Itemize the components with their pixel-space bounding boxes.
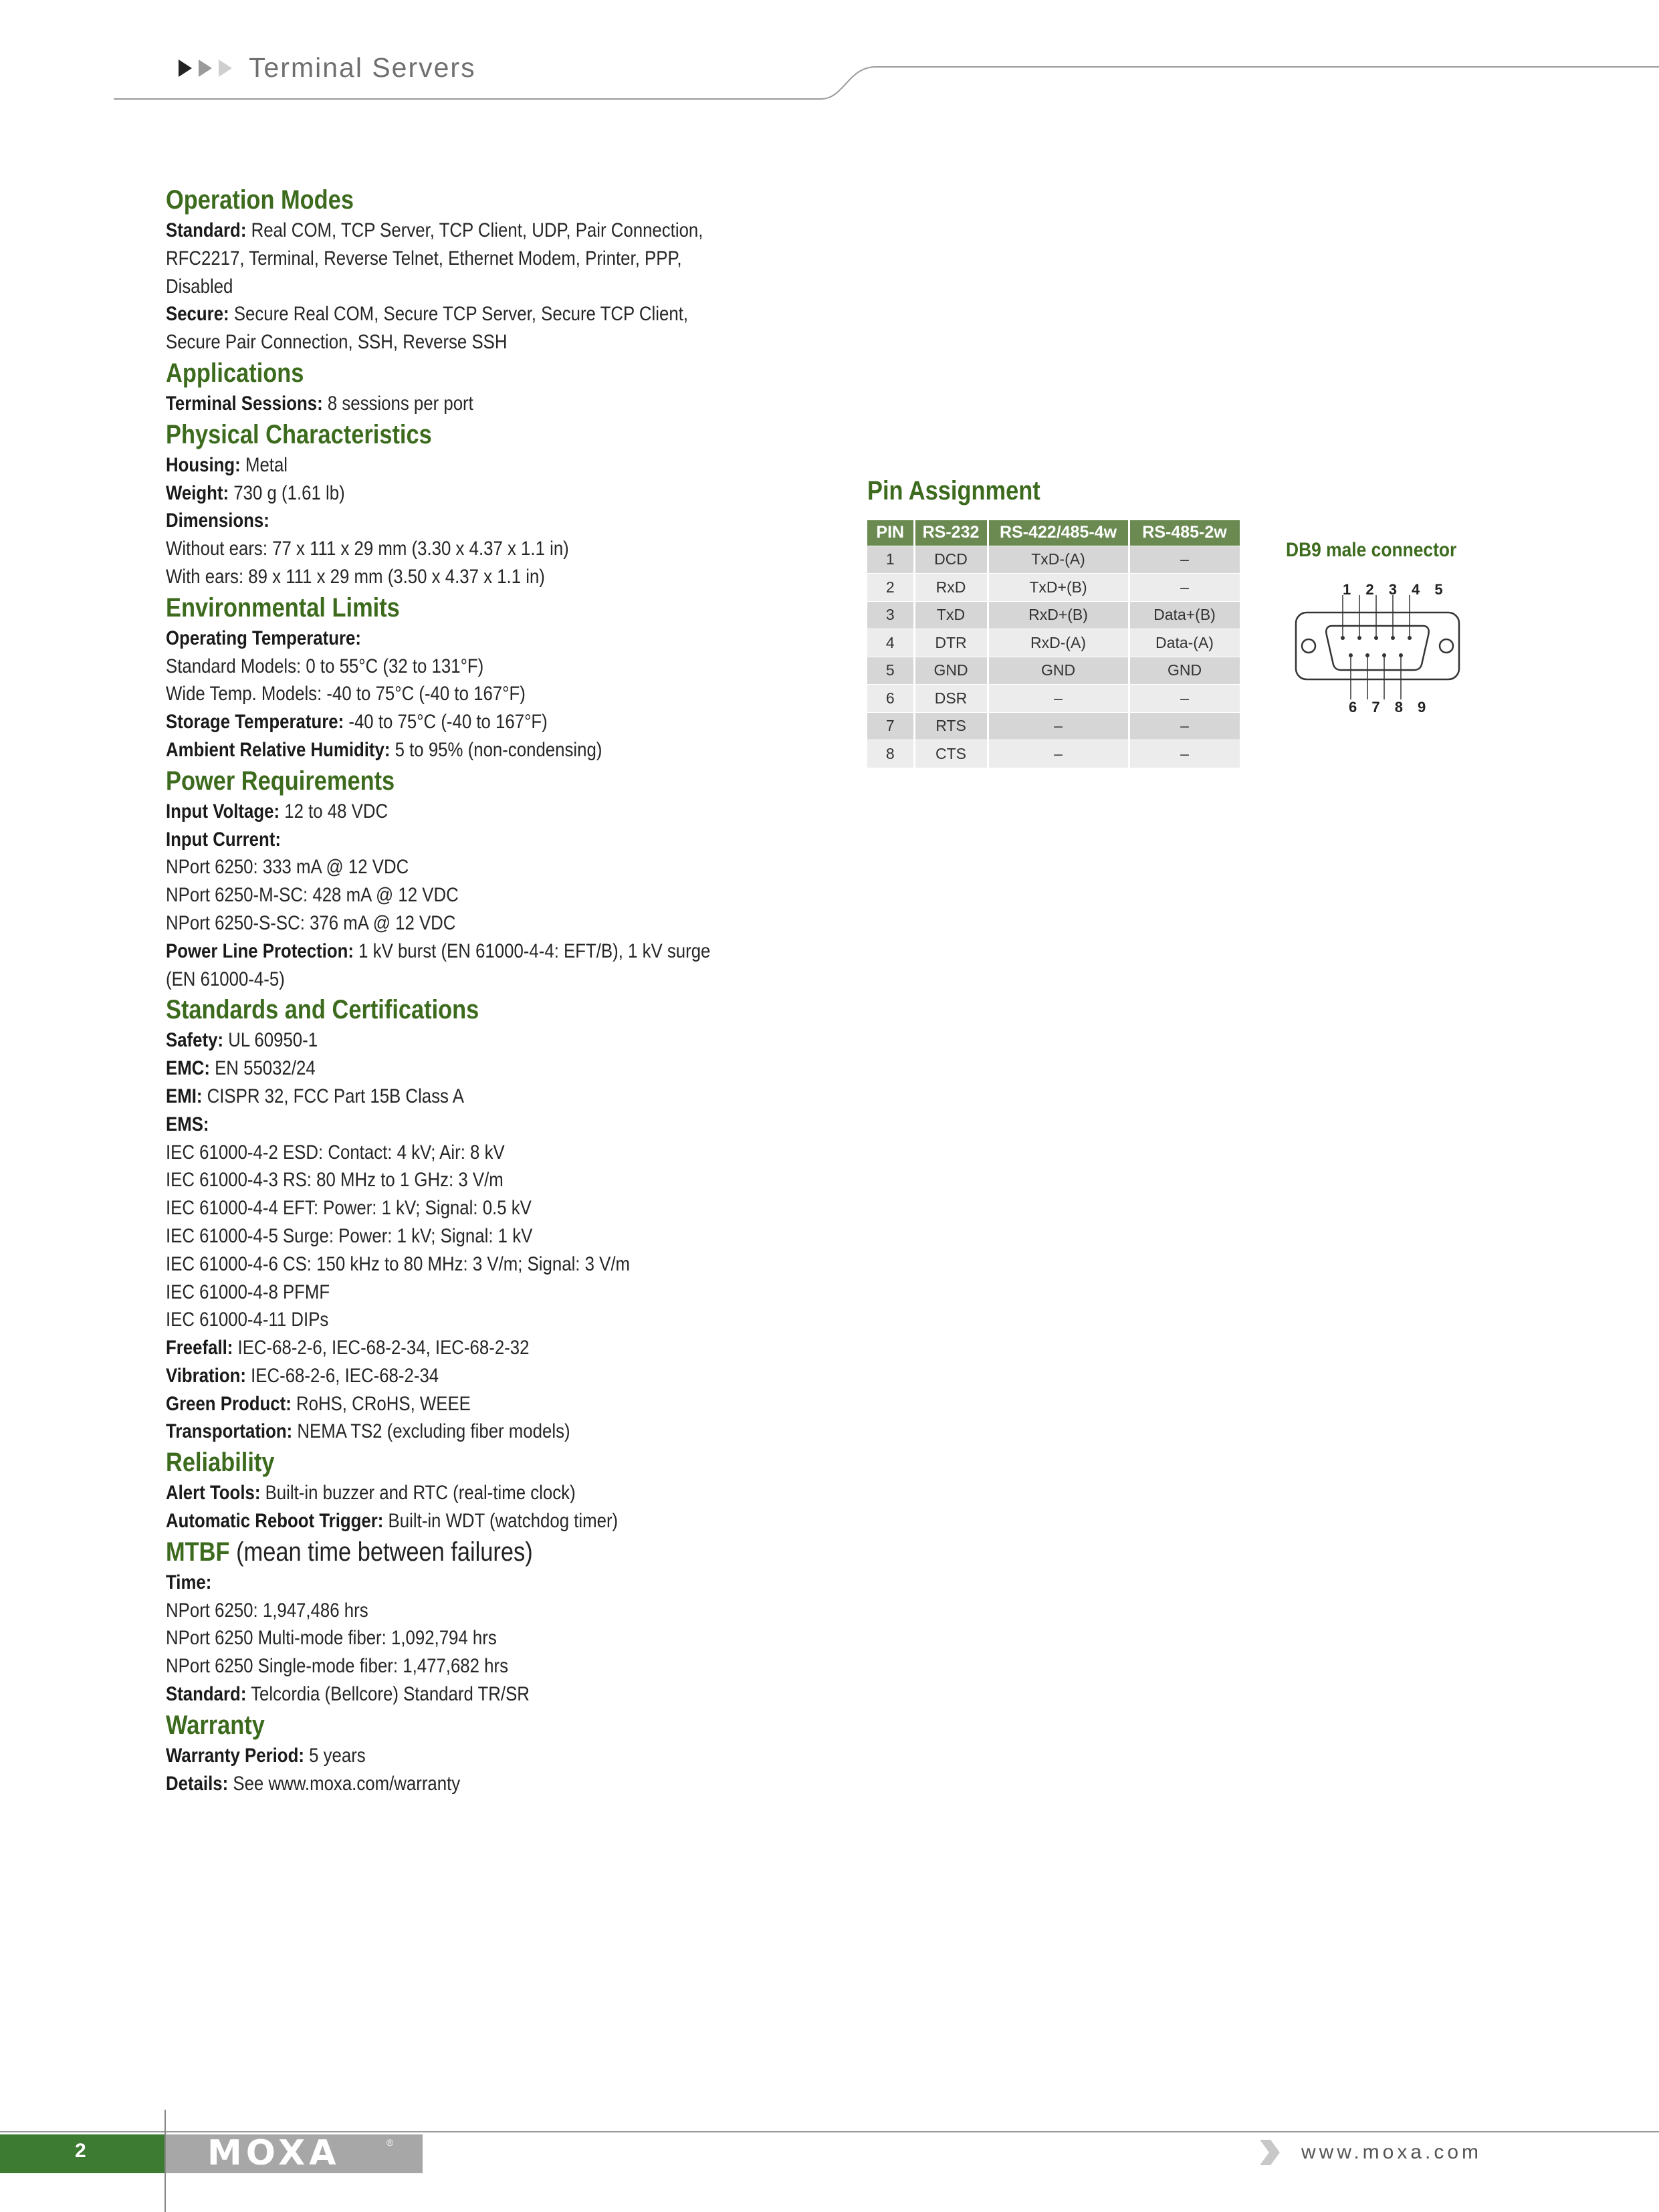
spec-value: With ears: 89 x 111 x 29 mm (3.50 x 4.37 x 1.1 in) xyxy=(166,565,545,588)
spec-value: NPort 6250-S-SC: 376 mA @ 12 VDC xyxy=(166,911,456,934)
table-row xyxy=(867,546,1240,574)
table-cell: 6 xyxy=(867,685,914,713)
spec-line xyxy=(166,390,718,418)
spec-value: IEC 61000-4-3 RS: 80 MHz to 1 GHz: 3 V/m xyxy=(166,1169,504,1192)
header-title: Terminal Servers xyxy=(249,52,476,83)
table-cell: DCD xyxy=(914,546,988,574)
header-divider xyxy=(0,60,1659,107)
spec-line xyxy=(166,245,718,273)
spec-line xyxy=(166,1083,718,1111)
spec-value: Disabled xyxy=(166,275,233,298)
spec-line xyxy=(166,217,718,245)
table-header-row xyxy=(867,520,1240,546)
spec-label: Dimensions: xyxy=(166,510,269,532)
section-title xyxy=(166,1708,718,1742)
spec-value: RoHS, CRoHS, WEEE xyxy=(291,1392,471,1415)
table-cell: GND xyxy=(988,657,1129,685)
spec-value: Secure Pair Connection, SSH, Reverse SSH xyxy=(166,331,508,354)
section-title-text: Standards and Certifications xyxy=(166,995,479,1025)
db9-connector-diagram xyxy=(1291,595,1464,702)
table-row xyxy=(867,740,1240,768)
spec-line xyxy=(166,1222,718,1250)
spec-label: Ambient Relative Humidity: xyxy=(166,738,391,761)
spec-line xyxy=(166,653,718,681)
section-title-text: Power Requirements xyxy=(166,766,395,796)
section-title-text: Operation Modes xyxy=(166,185,354,215)
table-row xyxy=(867,574,1240,602)
table-cell: GND xyxy=(914,657,988,685)
spec-value: 12 to 48 VDC xyxy=(280,800,389,822)
column-header: RS-422/485-4w xyxy=(988,520,1129,546)
spec-value: 730 g (1.61 lb) xyxy=(229,481,345,504)
spec-label: Standard: xyxy=(166,219,247,241)
spec-value: IEC 61000-4-6 CS: 150 kHz to 80 MHz: 3 V/m; Signal: 3 V/m xyxy=(166,1252,631,1275)
table-cell: RTS xyxy=(914,712,988,740)
spec-line xyxy=(166,1597,718,1625)
spec-value: Built-in WDT (watchdog timer) xyxy=(383,1510,619,1533)
spec-value: NEMA TS2 (excluding fiber models) xyxy=(292,1420,570,1443)
table-cell: CTS xyxy=(914,740,988,768)
spec-list xyxy=(166,183,808,1797)
spec-value: IEC 61000-4-5 Surge: Power: 1 kV; Signal: 1 kV xyxy=(166,1224,533,1247)
pin-assignment-title: Pin Assignment xyxy=(867,476,1040,506)
spec-value: IEC 61000-4-2 ESD: Contact: 4 kV; Air: 8 kV xyxy=(166,1141,505,1164)
spec-line xyxy=(166,853,718,881)
table-cell: DTR xyxy=(914,629,988,657)
table-cell: – xyxy=(988,740,1129,768)
spec-value: NPort 6250: 1,947,486 hrs xyxy=(166,1599,368,1622)
spec-value: 5 to 95% (non-condensing) xyxy=(390,738,602,761)
spec-label: Freefall: xyxy=(166,1337,233,1359)
table-cell: – xyxy=(1129,685,1240,713)
spec-line xyxy=(166,1250,718,1279)
table-cell: Data+(B) xyxy=(1129,601,1240,629)
spec-label: Secure: xyxy=(166,303,229,326)
table-cell: 8 xyxy=(867,740,914,768)
spec-line xyxy=(166,1507,718,1535)
table-row xyxy=(867,657,1240,685)
connector-bottom-pins: 6 7 8 9 xyxy=(1349,699,1432,715)
spec-label: Standard: xyxy=(166,1683,247,1706)
spec-value: Standard Models: 0 to 55°C (32 to 131°F) xyxy=(166,655,484,677)
spec-value: -40 to 75°C (-40 to 167°F) xyxy=(344,711,548,734)
spec-line xyxy=(166,937,718,966)
spec-line xyxy=(166,680,718,708)
spec-value: RFC2217, Terminal, Reverse Telnet, Ethernet Modem, Printer, PPP, xyxy=(166,247,682,269)
spec-line xyxy=(166,625,718,653)
spec-value: IEC-68-2-6, IEC-68-2-34 xyxy=(245,1364,439,1387)
spec-line xyxy=(166,535,718,563)
spec-line xyxy=(166,1334,718,1362)
spec-label: Power Line Protection: xyxy=(166,939,354,962)
spec-value: NPort 6250-M-SC: 428 mA @ 12 VDC xyxy=(166,884,459,907)
registered-mark: ® xyxy=(386,2137,394,2148)
spec-label: Warranty Period: xyxy=(166,1744,304,1767)
section-title-text: Physical Characteristics xyxy=(166,419,432,449)
spec-label: Weight: xyxy=(166,481,229,504)
section-title xyxy=(166,1535,718,1569)
spec-label: Input Current: xyxy=(166,828,281,851)
table-cell: 3 xyxy=(867,601,914,629)
spec-line xyxy=(166,507,718,535)
chevron-right-icon xyxy=(1257,2138,1281,2167)
spec-line xyxy=(166,1166,718,1194)
spec-line xyxy=(166,479,718,508)
page-number: 2 xyxy=(75,2140,86,2162)
spec-line xyxy=(166,1055,718,1083)
spec-line xyxy=(166,1194,718,1222)
spec-value: (EN 61000-4-5) xyxy=(166,968,285,990)
spec-label: Storage Temperature: xyxy=(166,711,344,734)
spec-label: EMC: xyxy=(166,1057,210,1080)
spec-value: 5 years xyxy=(304,1744,366,1767)
moxa-logo: MOXA xyxy=(207,2133,340,2173)
spec-label: Automatic Reboot Trigger: xyxy=(166,1510,384,1533)
spec-label: Transportation: xyxy=(166,1420,293,1443)
table-cell: GND xyxy=(1129,657,1240,685)
table-row xyxy=(867,685,1240,713)
table-row xyxy=(867,712,1240,740)
spec-value: CISPR 32, FCC Part 15B Class A xyxy=(202,1085,464,1107)
table-cell: – xyxy=(1129,712,1240,740)
spec-value: UL 60950-1 xyxy=(223,1029,318,1052)
spec-value: Without ears: 77 x 111 x 29 mm (3.30 x 4.37 x 1.1 in) xyxy=(166,538,569,560)
column-header: RS-232 xyxy=(914,520,988,546)
section-title-suffix: (mean time between failures) xyxy=(229,1537,533,1567)
table-cell: TxD-(A) xyxy=(988,546,1129,574)
table-cell: – xyxy=(988,712,1129,740)
section-title xyxy=(166,183,718,217)
spec-value: IEC 61000-4-8 PFMF xyxy=(166,1281,330,1303)
spec-value: 8 sessions per port xyxy=(322,392,473,415)
table-cell: – xyxy=(1129,546,1240,574)
spec-label: Terminal Sessions: xyxy=(166,392,323,415)
spec-line xyxy=(166,1652,718,1680)
connector-top-pins: 1 2 3 4 5 xyxy=(1343,581,1448,598)
section-title xyxy=(166,1446,718,1479)
spec-line xyxy=(166,1139,718,1167)
section-title xyxy=(166,764,718,798)
column-header: PIN xyxy=(867,520,914,546)
table-cell: 5 xyxy=(867,657,914,685)
spec-line xyxy=(166,736,718,764)
table-cell: – xyxy=(1129,574,1240,602)
spec-label: Housing: xyxy=(166,453,241,476)
table-row xyxy=(867,601,1240,629)
spec-value: Wide Temp. Models: -40 to 75°C (-40 to 167°F) xyxy=(166,683,526,705)
table-cell: RxD+(B) xyxy=(988,601,1129,629)
spec-line xyxy=(166,1479,718,1507)
spec-line xyxy=(166,1279,718,1307)
section-title-text: Applications xyxy=(166,358,304,388)
spec-line xyxy=(166,1680,718,1708)
spec-value: See www.moxa.com/warranty xyxy=(228,1772,461,1795)
spec-value: Metal xyxy=(240,453,288,476)
spec-value: Built-in buzzer and RTC (real-time clock) xyxy=(260,1482,576,1505)
section-title-text: Reliability xyxy=(166,1448,275,1478)
spec-label: Input Voltage: xyxy=(166,800,280,822)
table-cell: 7 xyxy=(867,712,914,740)
table-cell: TxD+(B) xyxy=(988,574,1129,602)
connector-title: DB9 male connector xyxy=(1286,539,1457,561)
table-cell: Data-(A) xyxy=(1129,629,1240,657)
spec-value: EN 55032/24 xyxy=(209,1057,316,1080)
spec-value: IEC-68-2-6, IEC-68-2-34, IEC-68-2-32 xyxy=(233,1337,530,1359)
spec-label: Vibration: xyxy=(166,1364,246,1387)
spec-line xyxy=(166,563,718,591)
spec-line xyxy=(166,909,718,937)
spec-label: Green Product: xyxy=(166,1392,292,1415)
section-title xyxy=(166,993,718,1026)
spec-value: IEC 61000-4-4 EFT: Power: 1 kV; Signal: 0.5 kV xyxy=(166,1197,532,1220)
spec-line xyxy=(166,273,718,301)
spec-label: Alert Tools: xyxy=(166,1482,261,1505)
spec-line xyxy=(166,328,718,356)
spec-value: Real COM, TCP Server, TCP Client, UDP, Pair Connection, xyxy=(246,219,703,241)
spec-line xyxy=(166,881,718,909)
spec-label: Safety: xyxy=(166,1029,224,1052)
spec-label: Time: xyxy=(166,1571,212,1593)
spec-line xyxy=(166,1111,718,1139)
table-cell: TxD xyxy=(914,601,988,629)
pin-assignment-table xyxy=(867,520,1242,768)
table-cell: 4 xyxy=(867,629,914,657)
spec-line xyxy=(166,451,718,479)
spec-line xyxy=(166,1390,718,1418)
column-header: RS-485-2w xyxy=(1129,520,1240,546)
table-cell: RxD-(A) xyxy=(988,629,1129,657)
spec-line xyxy=(166,1742,718,1770)
spec-value: 1 kV burst (EN 61000-4-4: EFT/B), 1 kV surge xyxy=(353,939,711,962)
spec-line xyxy=(166,1362,718,1390)
spec-line xyxy=(166,826,718,854)
footer-vertical-rule xyxy=(164,2110,166,2212)
spec-line xyxy=(166,1569,718,1597)
section-title-text: MTBF xyxy=(166,1537,230,1567)
section-title xyxy=(166,418,718,451)
spec-line xyxy=(166,798,718,826)
spec-line xyxy=(166,966,718,994)
section-title-text: Environmental Limits xyxy=(166,592,400,623)
spec-value: NPort 6250 Single-mode fiber: 1,477,682 hrs xyxy=(166,1655,509,1678)
spec-label: Operating Temperature: xyxy=(166,627,361,649)
spec-line xyxy=(166,1418,718,1446)
section-title xyxy=(166,356,718,390)
spec-line xyxy=(166,300,718,328)
table-cell: 1 xyxy=(867,546,914,574)
spec-label: EMI: xyxy=(166,1085,203,1107)
spec-line xyxy=(166,1624,718,1652)
spec-line xyxy=(166,1770,718,1798)
spec-value: NPort 6250: 333 mA @ 12 VDC xyxy=(166,856,409,879)
spec-line xyxy=(166,1026,718,1055)
table-cell: 2 xyxy=(867,574,914,602)
table-cell: DSR xyxy=(914,685,988,713)
section-title-text: Warranty xyxy=(166,1710,265,1740)
spec-value: Telcordia (Bellcore) Standard TR/SR xyxy=(246,1683,530,1706)
spec-line xyxy=(166,708,718,736)
spec-line xyxy=(166,1306,718,1334)
spec-label: Details: xyxy=(166,1772,229,1795)
table-cell: – xyxy=(1129,740,1240,768)
footer-divider xyxy=(0,2131,1659,2132)
spec-label: EMS: xyxy=(166,1113,209,1135)
table-row xyxy=(867,629,1240,657)
section-title xyxy=(166,591,718,625)
spec-value: NPort 6250 Multi-mode fiber: 1,092,794 hrs xyxy=(166,1627,497,1650)
spec-value: Secure Real COM, Secure TCP Server, Secure TCP Client, xyxy=(229,303,689,326)
spec-value: IEC 61000-4-11 DIPs xyxy=(166,1309,329,1331)
table-cell: – xyxy=(988,685,1129,713)
table-cell: RxD xyxy=(914,574,988,602)
footer-url: www.moxa.com xyxy=(1301,2141,1482,2163)
